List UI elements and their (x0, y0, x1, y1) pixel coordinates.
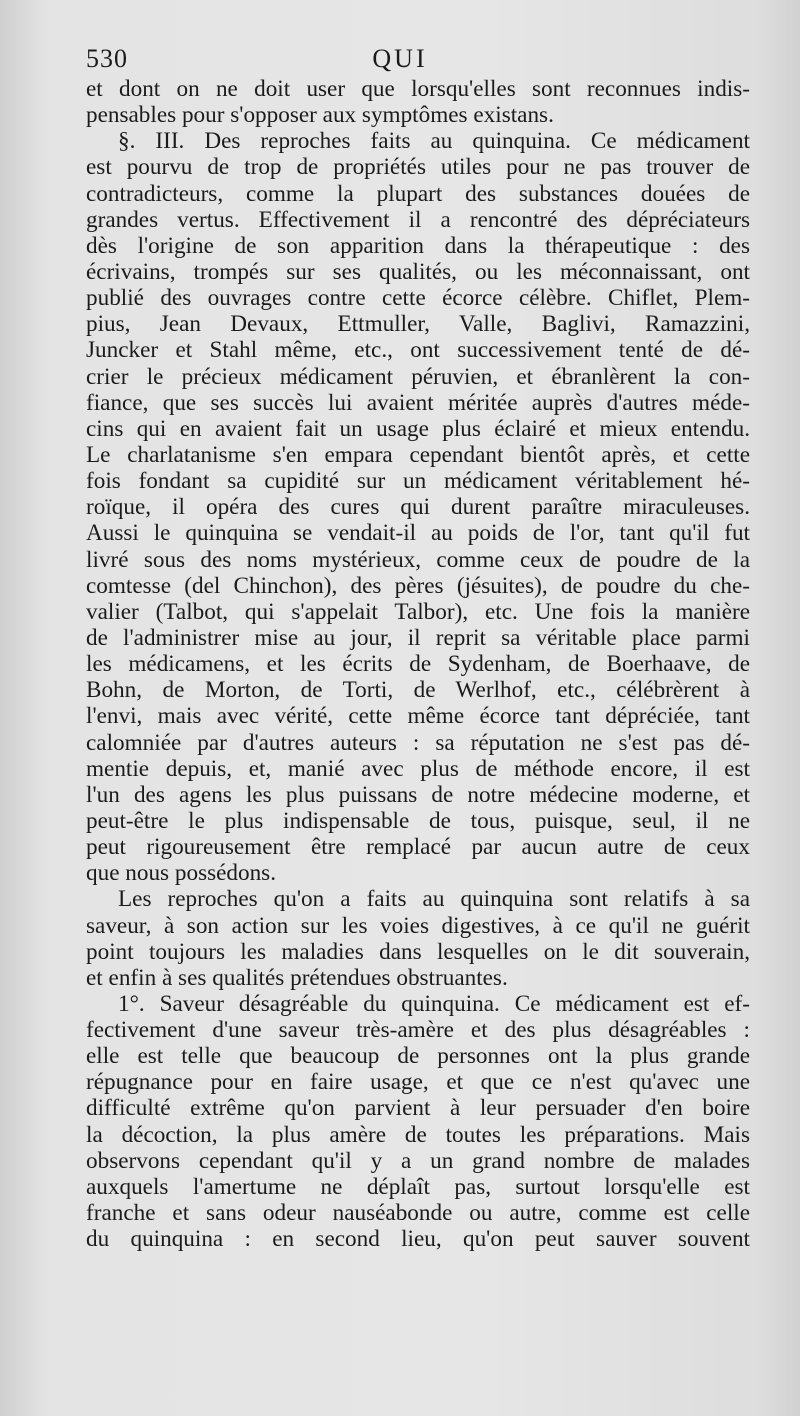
text-line: et dont on ne doit user que lorsqu'elles sont reconnues indis- (86, 76, 750, 102)
text-line: répugnance pour en faire usage, et que ce n'est qu'avec une (86, 1069, 750, 1096)
text-line: que nous possédons. (86, 860, 277, 887)
text-line: du quinquina : en second lieu, qu'on peut sauver souvent (86, 1226, 750, 1253)
text-line: Aussi le quinquina se vendait-il au poids de l'or, tant qu'il fut (86, 520, 750, 547)
section-heading-line: §. III. Des reproches faits au quinquina. Ce médicament (118, 128, 750, 155)
subsection-heading-line: 1°. Saveur désagréable du quinquina. Ce médicament est ef- (118, 990, 750, 1017)
text-line: pensables pour s'opposer aux symptômes existans. (86, 102, 554, 129)
text-line: grandes vertus. Effectivement il a rencontré des dépréciateurs (86, 206, 750, 233)
text-line: elle est telle que beaucoup de personnes ont la plus grande (86, 1043, 750, 1070)
text-line: fois fondant sa cupidité sur un médicament véritablement hé- (86, 468, 750, 495)
text-line: pius, Jean Devaux, Ettmuller, Valle, Baglivi, Ramazzini, (86, 311, 750, 338)
text-line: Bohn, de Morton, de Torti, de Werlhof, etc., célébrèrent à (86, 677, 750, 704)
text-line: Les reproches qu'on a faits au quinquina sont relatifs à sa (118, 886, 750, 913)
running-head: QUI (372, 44, 428, 73)
text-line: Le charlatanisme s'en empara cependant bientôt après, et cette (86, 441, 750, 468)
text-line: auxquels l'amertume ne déplaît pas, surtout lorsqu'elle est (86, 1173, 750, 1200)
text-line: contradicteurs, comme la plupart des substances douées de (86, 180, 750, 207)
text-line: de l'administrer mise au jour, il reprit sa véritable place parmi (86, 624, 750, 651)
text-line: calomniée par d'autres auteurs : sa réputation ne s'est pas dé- (86, 729, 750, 756)
text-line: roïque, il opéra des cures qui durent paraître miraculeuses. (86, 494, 750, 521)
text-line: franche et sans odeur nauséabonde ou autre, comme est celle (86, 1200, 750, 1227)
text-line: livré sous des noms mystérieux, comme ceux de poudre de la (86, 546, 750, 573)
text-line: les médicamens, et les écrits de Sydenham, de Boerhaave, de (86, 651, 750, 678)
page-header (0, 44, 800, 78)
page-number: 530 (86, 44, 128, 73)
text-line: saveur, à son action sur les voies digestives, à ce qu'il ne guérit (86, 912, 750, 939)
text-line: comtesse (del Chinchon), des pères (jésuites), de poudre du che- (86, 572, 750, 599)
text-line: est pourvu de trop de propriétés utiles pour ne pas trouver de (86, 154, 750, 181)
text-line: mentie depuis, et, manié avec plus de méthode encore, il est (86, 755, 750, 782)
text-line: la décoction, la plus amère de toutes les préparations. Mais (86, 1121, 750, 1148)
text-line: publié des ouvrages contre cette écorce célèbre. Chiflet, Plem- (86, 285, 750, 312)
text-line: Juncker et Stahl même, etc., ont successivement tenté de dé- (86, 337, 750, 364)
text-line: et enfin à ses qualités prétendues obstruantes. (86, 964, 508, 991)
body-text (86, 76, 750, 1252)
text-line: valier (Talbot, qui s'appelait Talbor), etc. Une fois la manière (86, 598, 750, 625)
text-line: l'un des agens les plus puissans de notre médecine moderne, et (86, 781, 750, 808)
text-line: peut-être le plus indispensable de tous, puisque, seul, il ne (86, 807, 750, 834)
text-line: écrivains, trompés sur ses qualités, ou les méconnaissant, ont (86, 258, 750, 285)
text-line: fiance, que ses succès lui avaient méritée auprès d'autres méde- (86, 389, 750, 416)
text-line: peut rigoureusement être remplacé par aucun autre de ceux (86, 834, 750, 861)
text-line: l'envi, mais avec vérité, cette même écorce tant dépréciée, tant (86, 703, 750, 730)
text-line: cins qui en avaient fait un usage plus éclairé et mieux entendu. (86, 415, 750, 442)
text-line: crier le précieux médicament péruvien, et ébranlèrent la con- (86, 363, 750, 390)
text-line: point toujours les maladies dans lesquelles on le dit souverain, (86, 938, 750, 965)
text-line: fectivement d'une saveur très-amère et des plus désagréables : (86, 1017, 750, 1044)
text-line: dès l'origine de son apparition dans la thérapeutique : des (86, 232, 750, 259)
text-line: difficulté extrême qu'on parvient à leur persuader d'en boire (86, 1095, 750, 1122)
text-line: observons cependant qu'il y a un grand nombre de malades (86, 1147, 750, 1174)
page-edge-shadow (760, 0, 800, 1416)
